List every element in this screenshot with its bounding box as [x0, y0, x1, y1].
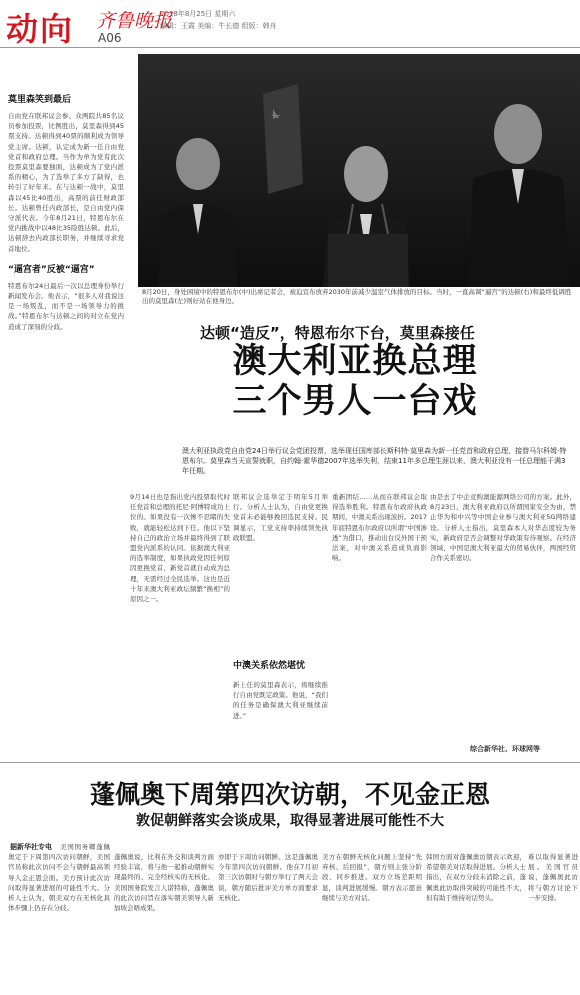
sidebar-heading-2: “逼宫者”反被“逼宫” — [8, 264, 95, 275]
story2-column-2: 蓬佩奥说，比利在外交和谈判方面经验丰富，将与他一起推动朝鲜实现最终的、完全经核实的无核化。美国国务院发言人诺特称，蓬佩奥的此次访问旨在落实朝美领导人新加坡会晤成果。 — [114, 853, 214, 913]
sidebar-heading: 莫里森笑到最后 — [8, 95, 72, 105]
newspaper-logo: 齐鲁晚报 — [96, 10, 173, 32]
story-subhead: 中澳关系依然堪忧 — [233, 661, 306, 671]
section-title: 动向 — [6, 10, 75, 48]
sidebar-text-2: 特恩布尔24日最后一次以总理身份举行新闻发布会。他表示，“很多人对我说这是一场叛乱，而不是一场领导力的挑战。”特恩布尔与达顿之间的对立在党内造成了深刻的分歧。 — [8, 281, 124, 331]
sidebar-text: 自由党在联邦议会参、众两院共85名议员参加投票，比例胜出，莫里森得到45票支持。达顿得到40票的顺利成为领导党主席。达顿，认定成为新一任自由党党首和政府总理。当作为单为党有此次投票莫里森要独面，达顿成为了党内派系的精心，为了选举了多方了缺得，也转引了好年来。在与达顿一战中，莫里森以45比40胜出，高票的前任财政部长。达顿曾任内政部长，是自由党内保守派代表。今年8月21日，特恩布尔在党内挑战中以48比35险胜达顿。此后，达顿辞去内政部长职务，并继续寻求党首地位。 — [8, 112, 124, 253]
body-column-3: 重新团结……从而在联邦议会取得选举胜利。特恩布尔政府执政期间，中澳关系出现波折。2017年底特恩布尔政府以所谓“中国渗透”为借口，推动出台反外国干预法案，对中澳关系造成负面影响。 — [332, 493, 427, 563]
body-column-1: 9月14日也是指出党内投票取代时任党首和总理的托尼·阿博特成功上位的。如果没有一次惨不忍睹的失败，就能轻松达到下任。他以下坚持自己的政治立场并最终得到了联盟党内派系的认同。依据澳大利亚的选举制度，如果执政党因任何原因更换党首，新党首就自动成为总理，无需经过全民选举。这也是近十年来澳大利亚政坛频繁“换相”的原因之一。 — [130, 493, 230, 604]
news-photo — [138, 54, 580, 287]
story2-column-5: 韩国方面对蓬佩奥访朝表示欢迎，希望朝美对话取得进展。分析人士指出，在双方分歧未消除之前，蓬佩奥此访取得突破的可能性不大，但有助于维持对话势头。 — [426, 853, 526, 902]
story-dek: 澳大利亚执政党自由党24日举行议会党团投票，选举现任国库部长斯科特·莫里森为新一任党首和政府总理，接替马尔科姆·特恩布尔。莫里森当天宣誓就职，自约翰·霍华德2007年选举失利，结束11年多总理生涯以来，澳大利亚没有一任总理能干满3年任期。 — [182, 447, 567, 475]
story2-column-6: 难以取得显著进展。美国官员说，蓬佩奥此访将与朝方讨论下一步安排。 — [528, 853, 578, 902]
page-code: A06 — [98, 31, 122, 45]
story2-headline: 蓬佩奥下周第四次访朝，不见金正恩 — [89, 780, 490, 809]
editor-credits: 编辑：王霞 美编：牛长德 组版：韩舟 — [160, 22, 277, 30]
body-column-4: 由是去了中企竞购澳能源网络公司的方案。此外，8月23日，澳大利亚政府以所谓国家安全为由，禁止华为和中兴等中国企业参与澳大利亚5G网络建设。分析人士指出，莫里森本人对华态度较为务实，新政府是否会调整对华政策有待观察。在经济领域，中国是澳大利亚最大的贸易伙伴，两国经贸合作关系密切。 — [430, 493, 576, 563]
story2-column-4: 美方在朝鲜无核化问题上坚持“先弃核、后回报”，朝方则主张分阶段、同步推进。双方立场差距明显，谈判进展缓慢。朝方表示愿意继续与美方对话。 — [322, 853, 422, 902]
story2-column-1: 美国国务卿蓬佩奥定于下周第四次访问朝鲜，美国官员称此次访问不会与朝鲜最高领导人金正恩会面。美方预计此次访问取得显著进展的可能性不大。分析人士认为，朝美双方在无核化具体步骤上仍存在分歧。 — [8, 843, 110, 913]
sidebar-column — [0, 54, 128, 332]
photo-caption: 8月20日，身处困境中的特恩布尔(中)出席记者会，被迫宣布放弃2030年前减少温室气体排放的目标。当时，一直高调“逼宫”的达顿(右)和最终低调胜出的莫里森(左)则好站在他身边。 — [142, 288, 572, 305]
masthead — [0, 0, 580, 48]
story2-byline: 据新华社专电 — [10, 843, 52, 851]
story2-subhead: 敦促朝鲜落实会谈成果，取得显著进展可能性不大 — [136, 813, 444, 829]
issue-date: 2018年8月25日 星期六 — [160, 10, 236, 18]
story-kicker: 达顿“造反”，特恩布尔下台，莫里森接任 — [200, 324, 475, 342]
body-column-2b: 新上任的莫里森表示，将继续推行自由党既定政策。他说，“我们的任务是确保澳大利亚继续前进。” — [233, 681, 328, 720]
story-headline: 澳大利亚换总理 三个男人一台戏 — [232, 341, 478, 421]
divider — [0, 762, 580, 763]
source-credit: 综合新华社、环球网等 — [470, 745, 540, 753]
story2-column-3: 亦即于下周访问朝鲜。这是蓬佩奥今年第四次访问朝鲜。他在7月初第三次访朝时与朝方举行了两天会谈，朝方随后批评美方单方面要求无核化。 — [218, 853, 318, 902]
body-column-2: 联邦议会选举定于明年5月举行。分析人士认为，自由党更换党首未必能够挽回选民支持。民调显示，工党支持率持续领先执政联盟。 — [233, 493, 328, 542]
